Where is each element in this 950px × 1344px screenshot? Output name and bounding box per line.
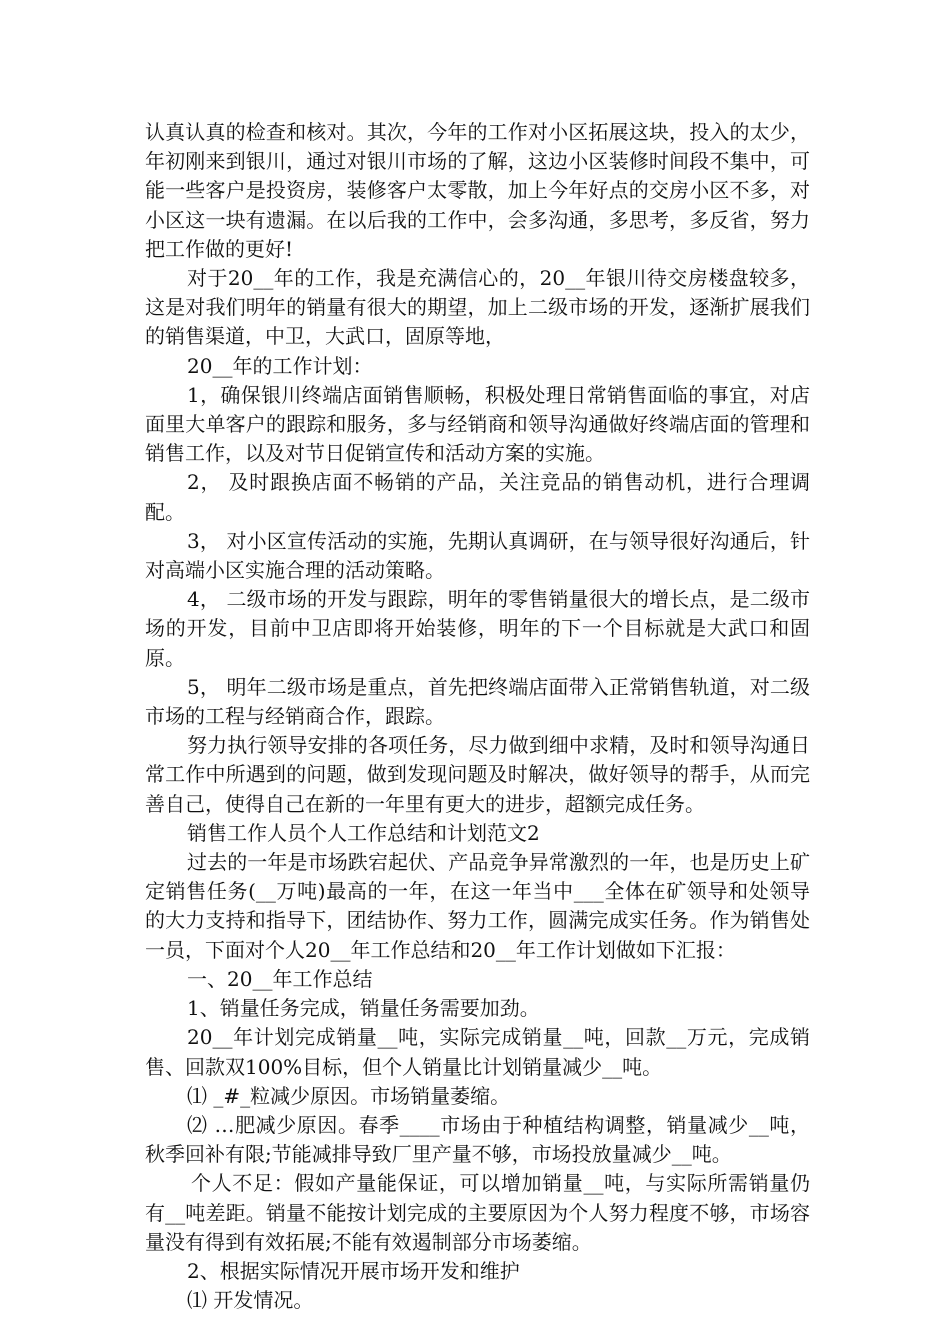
paragraph: 对于20__年的工作，我是充满信心的，20__年银川待交房楼盘较多，这是对我们明年的销量有很大的期望，加上二级市场的开发，逐渐扩展我们的销售渠道，中卫，大武口，固原等地，: [145, 266, 810, 349]
paragraph: 过去的一年是市场跌宕起伏、产品竞争异常激烈的一年，也是历史上矿定销售任务(__万吨)最高的一年，在这一年当中___全体在矿领导和处领导的大力支持和指导下，团结协作、努力工作，圆满完成实任务。作为销售处一员，下面对个人20__年工作总结和20__年工作计划做如下汇报：: [145, 850, 810, 962]
list-item: 2， 及时跟换店面不畅销的产品，关注竞品的销售动机，进行合理调配。: [145, 470, 810, 524]
list-item: 1，确保银川终端店面销售顺畅，积极处理日常销售面临的事宜，对店面里大单客户的跟踪和服务，多与经销商和领导沟通做好终端店面的管理和销售工作，以及对节日促销宣传和活动方案的实施。: [145, 382, 810, 466]
paragraph: 个人不足：假如产量能保证，可以增加销量__吨，与实际所需销量仍有__吨差距。销量不能按计划完成的主要原因为个人努力程度不够，市场容量没有得到有效拓展;不能有效遏制部分市场萎缩。: [145, 1171, 810, 1254]
section-heading: 一、20__年工作总结: [187, 966, 373, 991]
list-item: 4， 二级市场的开发与跟踪，明年的零售销量很大的增长点，是二级市场的开发，目前中卫店即将开始装修，明年的下一个目标就是大武口和固原。: [145, 587, 810, 670]
subheading: 1、销量任务完成，销量任务需要加劲。: [187, 996, 540, 1021]
paragraph: 20__年的工作计划：: [187, 353, 373, 378]
section-title: 销售工作人员个人工作总结和计划范文2: [187, 820, 540, 845]
paragraph: 认真认真的检查和核对。其次，今年的工作对小区拓展这块，投入的太少，年初刚来到银川，通过对银川市场的了解，这边小区装修时间段不集中，可能一些客户是投资房，装修客户太零散，加上今年好点的交房小区不多，对小区这一块有遗漏。在以后我的工作中，会多沟通，多思考，多反省，努力把工作做的更好!: [145, 120, 810, 261]
list-item: 5， 明年二级市场是重点，首先把终端店面带入正常销售轨道，对二级市场的工程与经销商合作，跟踪。: [145, 674, 810, 729]
list-item: 3， 对小区宣传活动的实施，先期认真调研，在与领导很好沟通后，针对高端小区实施合理的活动策略。: [145, 528, 810, 583]
list-item: ⑵ …肥减少原因。春季____市场由于种植结构调整，销量减少__吨，秋季回补有限;节能减排导致厂里产量不够，市场投放量减少__吨。: [145, 1112, 810, 1167]
paragraph: 20__年计划完成销量__吨，实际完成销量__吨，回款__万元，完成销售、回款双100%目标，但个人销量比计划销量减少__吨。: [145, 1025, 810, 1079]
document-body: [145, 118, 810, 1315]
list-item: ⑴ _#_粒减少原因。市场销量萎缩。: [187, 1083, 511, 1108]
paragraph: 努力执行领导安排的各项任务，尽力做到细中求精，及时和领导沟通日常工作中所遇到的问题，做到发现问题及时解决，做好领导的帮手，从而完善自己，使得自己在新的一年里有更大的进步，超额完成任务。: [145, 733, 810, 816]
list-item: ⑴ 开发情况。: [187, 1288, 314, 1313]
subheading: 2、根据实际情况开展市场开发和维护: [187, 1258, 520, 1283]
